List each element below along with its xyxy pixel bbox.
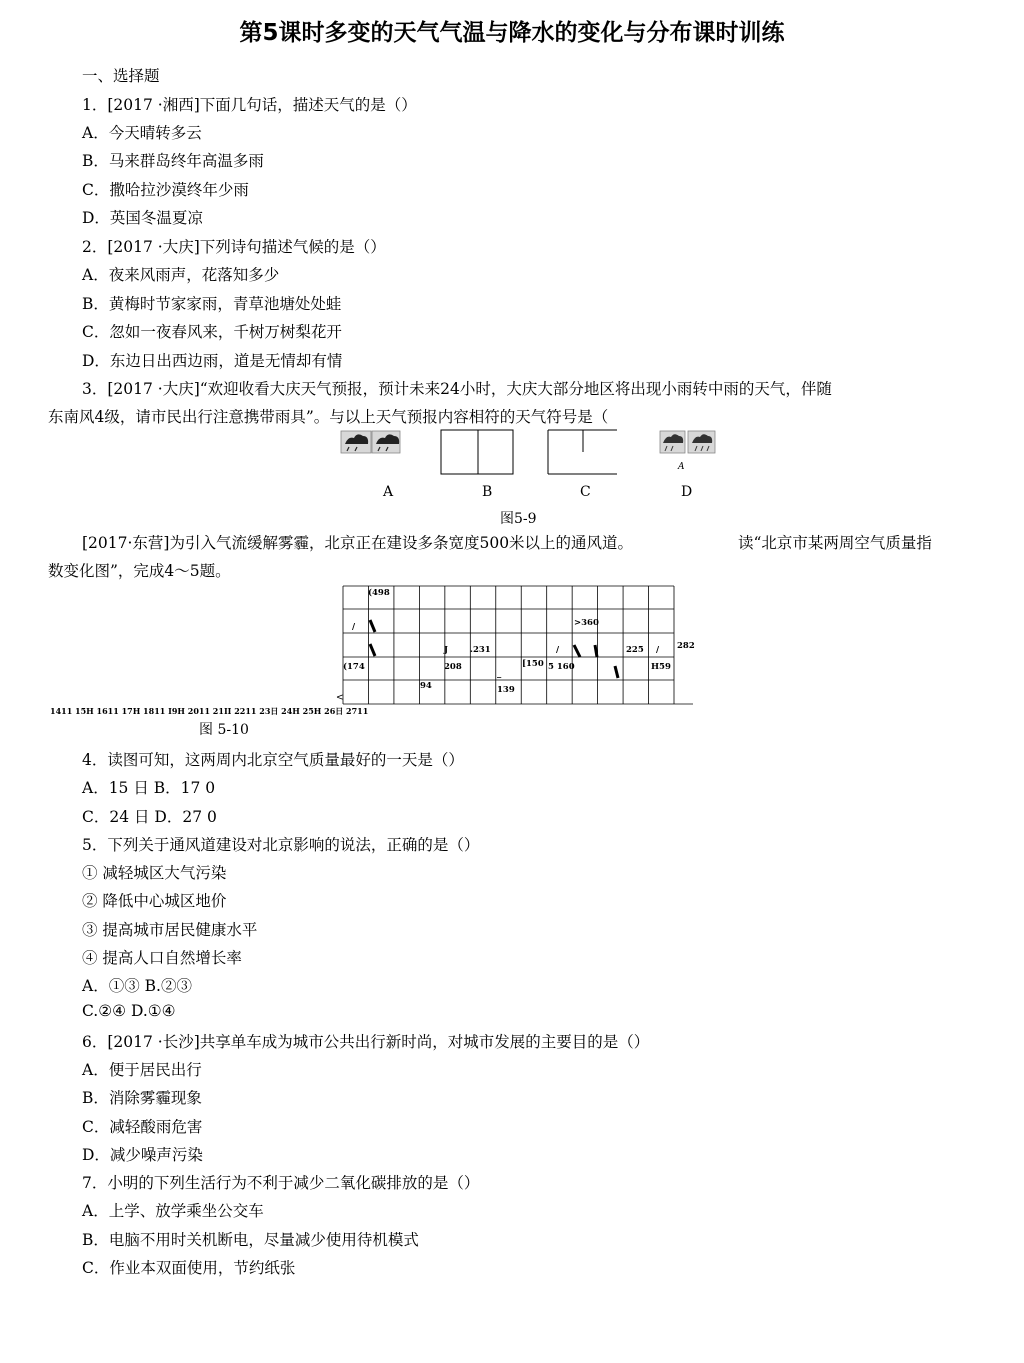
passage-line-1b: 读“北京市某两周空气质量指 bbox=[738, 534, 932, 552]
chart-marks bbox=[343, 587, 695, 695]
passage-line-2: 数变化图”，完成4～5题。 bbox=[48, 562, 231, 580]
slash-mark: / bbox=[656, 645, 660, 655]
line-segment-mark bbox=[615, 666, 618, 678]
question-3-stem-line-1: 3．[2017 ·大庆]“欢迎收看大庆天气预报，预计未来24小时，大庆大部分地区将出现小雨转中雨的天气，伴随 bbox=[82, 380, 832, 398]
question-7-stem: 7．小明的下列生活行为不利于减少二氧化碳排放的是（） bbox=[82, 1174, 480, 1192]
question-7-option-a: A．上学、放学乘坐公交车 bbox=[82, 1202, 264, 1220]
option-a-label: A bbox=[383, 484, 394, 500]
question-5-options-ab: A．①③ B.②③ bbox=[82, 977, 192, 995]
value-label: J bbox=[444, 645, 449, 655]
line-segment-mark bbox=[574, 645, 580, 657]
value-label: (174 bbox=[343, 662, 365, 672]
question-2-stem: 2．[2017 ·大庆]下列诗句描述气候的是（） bbox=[82, 238, 386, 256]
question-6-option-d: D．减少噪声污染 bbox=[82, 1146, 203, 1164]
value-label: 94 bbox=[420, 681, 432, 691]
value-label: 139 bbox=[497, 685, 515, 695]
value-label: 225 bbox=[626, 645, 644, 655]
question-5-stem: 5．下列关于通风道建设对北京影响的说法，正确的是（） bbox=[82, 836, 480, 854]
value-label: 208 bbox=[444, 662, 462, 672]
question-1-option-a: A．今天晴转多云 bbox=[82, 124, 202, 142]
question-2-option-b: B．黄梅时节家家雨，青草池塘处处蛙 bbox=[82, 295, 342, 313]
line-segment-mark bbox=[595, 645, 597, 657]
passage-line-1a: [2017·东营]为引入气流缓解雾霾，北京正在建设多条宽度500米以上的通风道。 bbox=[82, 534, 634, 552]
question-4-options-ab: A．15 日 B．17 0 bbox=[82, 779, 216, 797]
question-1-option-d: D．英国冬温夏凉 bbox=[82, 209, 203, 227]
value-label: [150 bbox=[522, 659, 544, 669]
question-6-option-a: A．便于居民出行 bbox=[82, 1061, 202, 1079]
option-d-label: D bbox=[681, 484, 693, 500]
option-c-label: C bbox=[580, 484, 591, 500]
question-2-option-d: D．东边日出西边雨，道是无情却有情 bbox=[82, 352, 343, 370]
value-label: >360 bbox=[574, 618, 599, 628]
slash-mark: / bbox=[556, 645, 560, 655]
question-4-stem: 4．读图可知，这两周内北京空气质量最好的一天是（） bbox=[82, 751, 464, 769]
value-label: 282 bbox=[677, 641, 695, 651]
question-5-item-1: ① 减轻城区大气污染 bbox=[82, 864, 227, 882]
figure-5-9-caption: 图5-9 bbox=[500, 511, 537, 527]
question-2-option-c: C．忽如一夜春风来，千树万树梨花开 bbox=[82, 323, 342, 341]
question-1-option-c: C．撒哈拉沙漠终年少雨 bbox=[82, 181, 249, 199]
question-3-stem-line-2: 东南风4级，请市民出行注意携带雨具”。与以上天气预报内容相符的天气符号是（ bbox=[48, 408, 609, 426]
question-6-option-b: B．消除雾霾现象 bbox=[82, 1089, 202, 1107]
option-d-sub-label: A bbox=[678, 462, 685, 472]
question-5-item-2: ② 降低中心城区地价 bbox=[82, 892, 227, 910]
section-heading: 一、选择题 bbox=[82, 67, 160, 85]
value-label: .231 bbox=[470, 645, 491, 655]
question-5-item-4: ④ 提高人口自然增长率 bbox=[82, 949, 242, 967]
question-6-stem: 6．[2017 ·长沙]共享单车成为城市公共出行新时尚，对城市发展的主要目的是（） bbox=[82, 1033, 650, 1051]
question-7-option-b: B．电脑不用时关机断电，尽量减少使用待机模式 bbox=[82, 1231, 419, 1249]
question-4-options-cd: C．24 日 D．27 0 bbox=[82, 808, 217, 826]
line-segment-mark bbox=[370, 620, 375, 632]
left-axis-mark: < bbox=[336, 693, 344, 703]
value-label: (498 bbox=[368, 588, 390, 598]
question-6-option-c: C．减轻酸雨危害 bbox=[82, 1118, 203, 1136]
question-1-option-b: B．马来群岛终年高温多雨 bbox=[82, 152, 264, 170]
question-1-stem: 1．[2017 ·湘西]下面几句话，描述天气的是（） bbox=[82, 96, 417, 114]
page-title: 第5课时多变的天气气温与降水的变化与分布课时训练 bbox=[239, 20, 785, 46]
x-axis-ticks: 1411 15H 1611 17H 1811 I9H 2011 21II 2211 23日 24H 25H 26日 2711 bbox=[50, 706, 369, 716]
line-segment-mark bbox=[370, 644, 375, 656]
question-7-option-c: C．作业本双面使用，节约纸张 bbox=[82, 1259, 296, 1277]
value-label: H59 bbox=[651, 662, 671, 672]
figure-5-10-caption: 图 5-10 bbox=[199, 722, 249, 738]
slash-mark: / bbox=[352, 622, 356, 632]
underscore-mark: _ bbox=[497, 669, 502, 679]
value-label: 5 160 bbox=[548, 662, 575, 672]
question-2-option-a: A．夜来风雨声，花落知多少 bbox=[82, 266, 280, 284]
option-b-label: B bbox=[482, 484, 493, 500]
question-5-options-cd: C.②④ D.①④ bbox=[82, 1002, 176, 1020]
question-5-item-3: ③ 提高城市居民健康水平 bbox=[82, 921, 258, 939]
